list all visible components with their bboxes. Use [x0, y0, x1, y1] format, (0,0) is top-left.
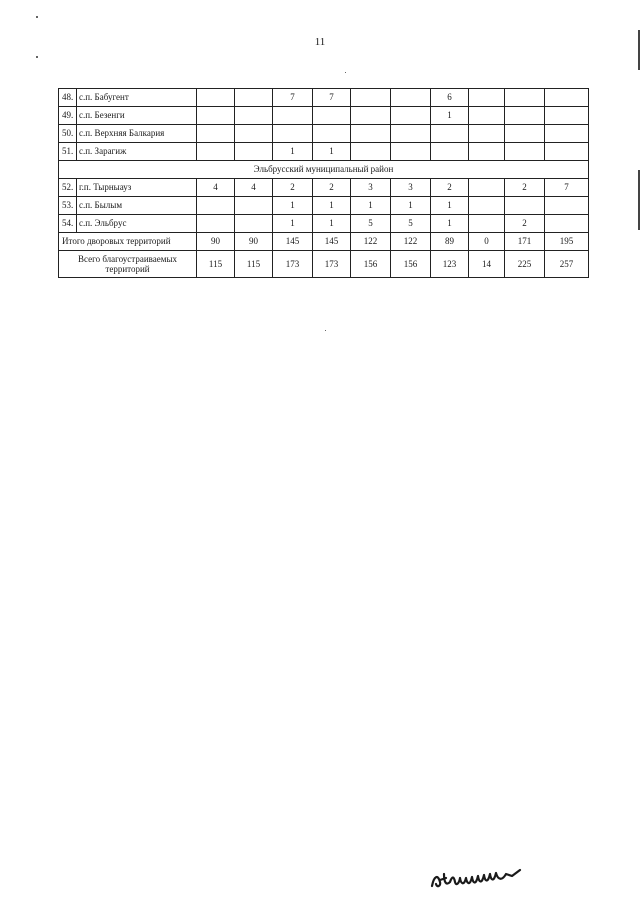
table-cell [469, 125, 505, 143]
total-cell: 173 [313, 251, 351, 278]
total-cell: 145 [313, 233, 351, 251]
table-cell: 6 [431, 89, 469, 107]
table-cell [391, 107, 431, 125]
table-cell: 4 [197, 179, 235, 197]
table-cell: 7 [545, 179, 589, 197]
table-cell: 2 [313, 179, 351, 197]
table-cell: 7 [273, 89, 313, 107]
table-cell: 1 [273, 197, 313, 215]
table-cell [197, 143, 235, 161]
table-cell: 1 [431, 107, 469, 125]
total-cell: 0 [469, 233, 505, 251]
row-number: 54. [59, 215, 77, 233]
table-cell [235, 143, 273, 161]
table-cell [235, 215, 273, 233]
table-cell [545, 215, 589, 233]
table-row [59, 215, 589, 233]
table-cell [235, 89, 273, 107]
row-number: 51. [59, 143, 77, 161]
table-row [59, 89, 589, 107]
table-cell: 2 [505, 179, 545, 197]
table-cell [545, 197, 589, 215]
table-cell [197, 215, 235, 233]
table-cell [505, 197, 545, 215]
table-row [59, 125, 589, 143]
table-row [59, 179, 589, 197]
total-row [59, 233, 589, 251]
table-cell [505, 143, 545, 161]
total-row [59, 251, 589, 278]
table-cell [273, 107, 313, 125]
settlement-name: с.п. Бабугент [77, 89, 197, 107]
total-cell: 90 [235, 233, 273, 251]
table-cell: 1 [431, 215, 469, 233]
table-row [59, 143, 589, 161]
total-cell: 123 [431, 251, 469, 278]
table-cell [351, 125, 391, 143]
table-cell: 4 [235, 179, 273, 197]
settlement-name: с.п. Эльбрус [77, 215, 197, 233]
table-cell: 2 [273, 179, 313, 197]
total-label: Всего благоустраиваемых территорий [59, 251, 197, 278]
table-cell [313, 107, 351, 125]
settlement-name: с.п. Верхняя Балкария [77, 125, 197, 143]
table-cell [469, 89, 505, 107]
table-cell: 2 [431, 179, 469, 197]
signature-image [428, 864, 528, 892]
total-cell: 257 [545, 251, 589, 278]
total-cell: 90 [197, 233, 235, 251]
table-cell [469, 107, 505, 125]
table-cell [197, 89, 235, 107]
table-cell [505, 125, 545, 143]
settlement-name: с.п. Безенги [77, 107, 197, 125]
total-cell: 122 [391, 233, 431, 251]
total-cell: 14 [469, 251, 505, 278]
total-cell: 115 [197, 251, 235, 278]
table-cell: 1 [273, 143, 313, 161]
table-cell: 1 [313, 197, 351, 215]
table-cell [545, 143, 589, 161]
table-cell [469, 197, 505, 215]
table-cell: 2 [505, 215, 545, 233]
table-cell [545, 125, 589, 143]
table-cell: 1 [391, 197, 431, 215]
table-cell [197, 107, 235, 125]
table-cell: 1 [431, 197, 469, 215]
table-row [59, 197, 589, 215]
total-label: Итого дворовых территорий [59, 233, 197, 251]
table-cell [469, 143, 505, 161]
total-cell: 171 [505, 233, 545, 251]
table-cell [469, 215, 505, 233]
table-cell [545, 89, 589, 107]
total-cell: 115 [235, 251, 273, 278]
row-number: 50. [59, 125, 77, 143]
table-cell [391, 143, 431, 161]
table-cell [351, 143, 391, 161]
section-row [59, 161, 589, 179]
scan-speck [36, 16, 38, 18]
total-cell: 145 [273, 233, 313, 251]
table-cell [505, 89, 545, 107]
table-cell [469, 179, 505, 197]
table-cell [431, 125, 469, 143]
total-cell: 156 [351, 251, 391, 278]
table-cell [273, 125, 313, 143]
table-cell [545, 107, 589, 125]
table-cell: 1 [313, 143, 351, 161]
table-cell [351, 89, 391, 107]
territories-table [58, 88, 589, 278]
table-cell [235, 197, 273, 215]
table-cell [391, 89, 431, 107]
table-cell: 3 [391, 179, 431, 197]
row-number: 53. [59, 197, 77, 215]
row-number: 52. [59, 179, 77, 197]
section-title: Эльбрусский муниципальный район [59, 161, 589, 179]
table-cell: 3 [351, 179, 391, 197]
scan-speck [325, 330, 326, 331]
table-cell: 5 [391, 215, 431, 233]
table-cell: 1 [351, 197, 391, 215]
settlement-name: с.п. Былым [77, 197, 197, 215]
total-cell: 156 [391, 251, 431, 278]
table-cell: 1 [273, 215, 313, 233]
table-cell [235, 125, 273, 143]
table-cell [505, 107, 545, 125]
row-number: 49. [59, 107, 77, 125]
table-cell: 7 [313, 89, 351, 107]
table-cell [431, 143, 469, 161]
total-cell: 225 [505, 251, 545, 278]
table-cell [197, 197, 235, 215]
table-cell: 1 [313, 215, 351, 233]
table-cell [351, 107, 391, 125]
table-cell [235, 107, 273, 125]
total-cell: 122 [351, 233, 391, 251]
total-cell: 173 [273, 251, 313, 278]
total-cell: 89 [431, 233, 469, 251]
total-cell: 195 [545, 233, 589, 251]
settlement-name: с.п. Зарагиж [77, 143, 197, 161]
table-cell [313, 125, 351, 143]
row-number: 48. [59, 89, 77, 107]
table-cell [391, 125, 431, 143]
page-number: 11 [314, 36, 326, 48]
table-cell [197, 125, 235, 143]
table-cell: 5 [351, 215, 391, 233]
settlement-name: г.п. Тырныауз [77, 179, 197, 197]
scan-speck [345, 72, 346, 73]
scan-speck [36, 56, 38, 58]
table-row [59, 107, 589, 125]
